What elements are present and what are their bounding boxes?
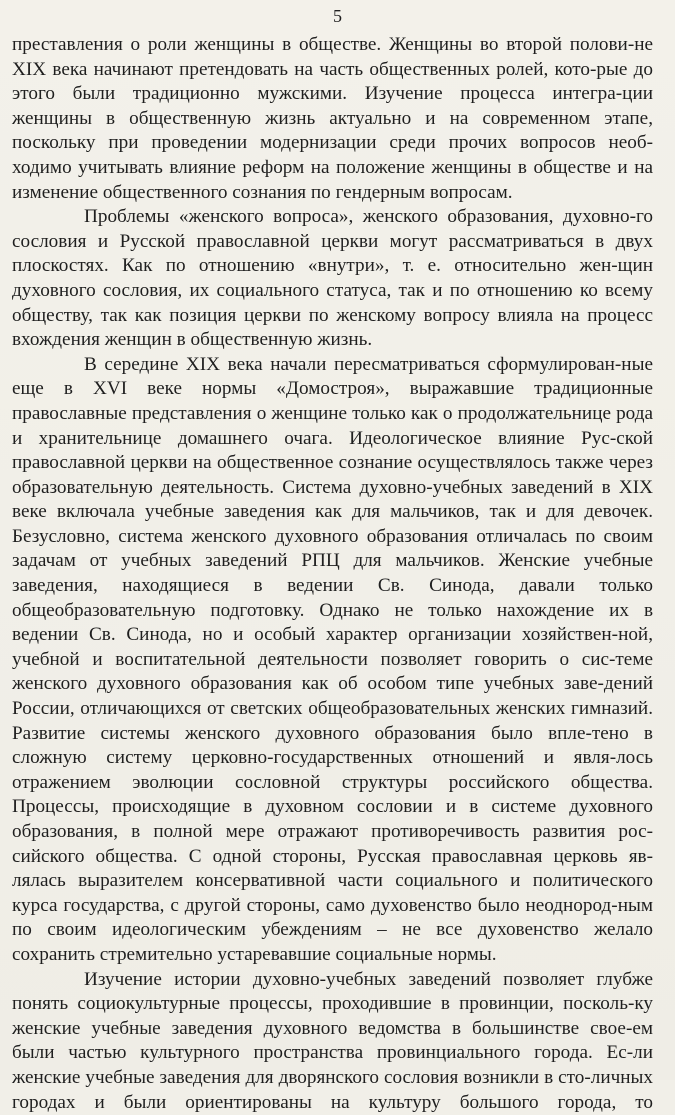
paragraph-1: преставления о роли женщины в обществе. Женщины во второй полови-не XIX века начинают претендовать на часть общественных ролей, кото-рые до этого были традиционно мужскими. Изучение процесса интегра-ции женщины в общественную жизнь актуально и на современном этапе, поскольку при проведении модернизации среди прочих вопросов необ-ходимо учитывать влияние реформ на положение женщины в обществе и на изменение общественного сознания по гендерным вопросам. bbox=[12, 34, 653, 203]
page-number: 5 bbox=[333, 6, 342, 26]
paragraph-4: Изучение истории духовно-учебных заведений позволяет глубже понять социокультурные процессы, проходившие в провинции, посколь-ку женские учебные заведения духовного ведомства в большинстве свое-ем были частью культурного пространства провинциального города. Ес-ли женские учебные заведения для дворянского сословия возникли в сто-личных городах и были ориентированы на культуру большого города, то bbox=[12, 968, 653, 1113]
paragraph-2: Проблемы «женского вопроса», женского образования, духовно-го сословия и Русской православной церкви могут рассматриваться в двух плоскостях. Как по отношению «внутри», т. е. относительно жен-щин духовного сословия, их социального статуса, так и по отношению ко всему обществу, так как позиция церкви по женскому вопросу влияла на процесс вхождения женщин в общественную жизнь. bbox=[12, 206, 653, 351]
body-text bbox=[12, 33, 653, 1115]
paragraph-3: В середине XIX века начали пересматриваться сформулирован-ные еще в XVI веке нормы «Домостроя», выражавшие традиционные православные представления о женщине только как о продолжательнице рода и хранительнице домашнего очага. Идеологическое влияние Рус-ской православной церкви на общественное сознание осуществлялось также через образовательную деятельность. Система духовно-учебных заведений в XIX веке включала учебные заведения как для мальчиков, так и для девочек. Безусловно, система женского духовного образования отличалась по своим задачам от учебных заведений РПЦ для мальчиков. Женские учебные заведения, находящиеся в ведении Св. Синода, давали только общеобразовательную подготовку. Однако не только нахождение их в ведении Св. Синода, но и особый характер организации хозяйствен-ной, учебной и воспитательной деятельности позволяет говорить о сис-теме женского духовного образования как об особом типе учебных заве-дений России, отличающихся от светских общеобразовательных женских гимназий. Развитие системы женского духовного образования было вплe-тено в сложную систему церковно-государственных отношений и явля-лось отражением эволюции сословной структуры российского общества. Процессы, происходящие в духовном сословии и в системе духовного образования, в полной мере отражают противоречивость развития рос-сийского общества. С одной стороны, Русская православная церковь яв-лялась выразителем консервативной части социального и политического курса государства, с другой стороны, само духовенство было неоднород-ным по своим идеологическим убеждениям – не все духовенство желало сохранить стремительно устаревавшие социальные нормы. bbox=[12, 353, 653, 965]
